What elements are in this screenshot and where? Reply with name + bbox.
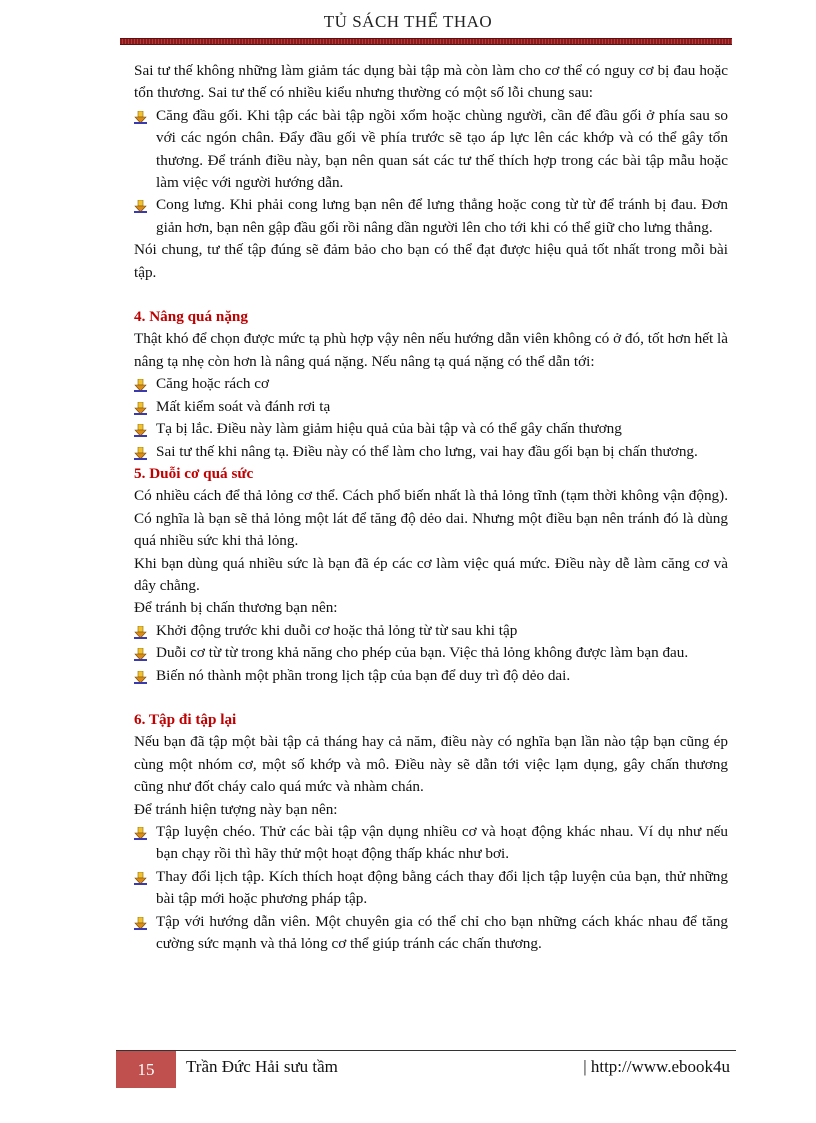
bullet-text: Mất kiểm soát và đánh rơi tạ [156,397,331,415]
arrow-down-bullet-icon [134,400,147,413]
bullet-item [134,396,728,418]
paragraph: Có nhiều cách để thả lỏng cơ thể. Cách phổ biến nhất là thả lỏng tĩnh (tạm thời không vận động). Có nghĩa là bạn sẽ thả lỏng một lát để tăng độ dẻo dai. Nhưng một điều bạn nên tránh đó là dùng quá nhiều sức khi thả lỏng. [134,487,728,550]
arrow-down-bullet-icon [134,825,147,838]
bullet-text: Tập luyện chéo. Thử các bài tập vận dụng nhiều cơ và hoạt động khác nhau. Ví dụ như nếu bạn chạy rồi thì hãy thử một hoạt động thấp khác như bơi. [156,823,728,863]
bullet-item [134,373,728,395]
paragraph: Để tránh bị chấn thương bạn nên: [134,599,338,617]
arrow-down-bullet-icon [134,109,147,122]
arrow-down-bullet-icon [134,422,147,435]
bullet-item [134,665,728,687]
arrow-down-bullet-icon [134,915,147,928]
paragraph: Thật khó để chọn được mức tạ phù hợp vậy nên nếu hướng dẫn viên không có ở đó, tốt hơn hết là nâng tạ nhẹ còn hơn là nâng quá nặng. Nếu nâng tạ quá nặng có thể dẫn tới: [134,330,728,370]
bullet-item [134,642,728,664]
bullet-text: Căng hoặc rách cơ [156,375,270,393]
paragraph: Để tránh hiện tượng này bạn nên: [134,800,338,818]
bullet-item [134,866,728,911]
running-header: TỦ SÁCH THỂ THAO [323,12,493,31]
bullet-item [134,418,728,440]
bullet-text: Thay đổi lịch tập. Kích thích hoạt động bằng cách thay đổi lịch tập luyện của bạn, thử những bài tập mới hoặc phương pháp tập. [156,867,728,908]
page-body [134,60,728,955]
arrow-down-bullet-icon [134,198,147,211]
arrow-down-bullet-icon [134,870,147,883]
bullet-item [134,911,728,956]
bullet-item [134,620,728,642]
bullet-item [134,105,728,195]
bullet-text: Biến nó thành một phần trong lịch tập của bạn để duy trì độ dẻo dai. [156,666,571,684]
bullet-text: Sai tư thế khi nâng tạ. Điều này có thể làm cho lưng, vai hay đầu gối bạn bị chấn thương. [156,442,698,460]
bullet-text: Khởi động trước khi duỗi cơ hoặc thả lỏng từ từ sau khi tập [156,621,518,639]
page-number: 15 [116,1051,176,1088]
bullet-text: Cong lưng. Khi phải cong lưng bạn nên để lưng thẳng hoặc cong từ từ để tránh bị đau. Đơn giản hơn, bạn nên gập đầu gối rồi nâng dần người lên cho tới khi có thể giữ cho lưng thẳng. [156,196,728,236]
section-heading: 4. Nâng quá nặng [134,308,248,326]
header-rule [120,38,732,45]
paragraph: Khi bạn dùng quá nhiều sức là bạn đã ép các cơ làm việc quá mức. Điều này dễ làm căng cơ và dây chằng. [134,554,728,594]
paragraph: Nếu bạn đã tập một bài tập cả tháng hay cả năm, điều này có nghĩa bạn lần nào tập bạn cũng ép cùng một nhóm cơ, một số khớp và mô. Điều này sẽ dẫn tới việc lạm dụng, gây chấn thương cũng như đốt cháy calo quá mức và nhàm chán. [134,733,728,796]
section-heading: 6. Tập đi tập lại [134,710,237,728]
arrow-down-bullet-icon [134,646,147,659]
arrow-down-bullet-icon [134,377,147,390]
footer-author: Trần Đức Hải sưu tầm [186,1057,338,1076]
bullet-item [134,194,728,239]
footer-rule [116,1050,736,1051]
bullet-item [134,821,728,866]
footer-url[interactable]: | http://www.ebook4u [583,1057,730,1076]
arrow-down-bullet-icon [134,669,147,682]
paragraph: Nói chung, tư thế tập đúng sẽ đảm bảo cho bạn có thể đạt được hiệu quả tốt nhất trong mỗi bài tập. [134,241,728,281]
bullet-text: Duỗi cơ từ từ trong khả năng cho phép của bạn. Việc thả lỏng không được làm bạn đau. [156,644,689,662]
arrow-down-bullet-icon [134,445,147,458]
bullet-text: Căng đầu gối. Khi tập các bài tập ngồi xổm hoặc chùng người, cần để đầu gối ở phía sau so với các ngón chân. Đẩy đầu gối về phía trước sẽ tạo áp lực lên các khớp và có thể gây tổn thương. Để tránh điều này, bạn nên quan sát các tư thế thích hợp trong các bài tập mẫu hoặc làm việc với người hướng dẫn. [156,106,728,192]
bullet-text: Tạ bị lắc. Điều này làm giảm hiệu quả của bài tập và có thể gây chấn thương [156,420,622,438]
bullet-item [134,441,728,463]
bullet-text: Tập với hướng dẫn viên. Một chuyên gia có thể chỉ cho bạn những cách khác nhau để tăng cường sức mạnh và thả lỏng cơ thể giúp tránh các chấn thương. [156,912,728,953]
section-heading: 5. Duỗi cơ quá sức [134,464,254,482]
arrow-down-bullet-icon [134,624,147,637]
paragraph: Sai tư thế không những làm giảm tác dụng bài tập mà còn làm cho cơ thể có nguy cơ bị đau hoặc tổn thương. Sai tư thế có nhiều kiểu nhưng thường có một số lỗi chung sau: [134,62,728,102]
page-footer [116,1050,736,1088]
